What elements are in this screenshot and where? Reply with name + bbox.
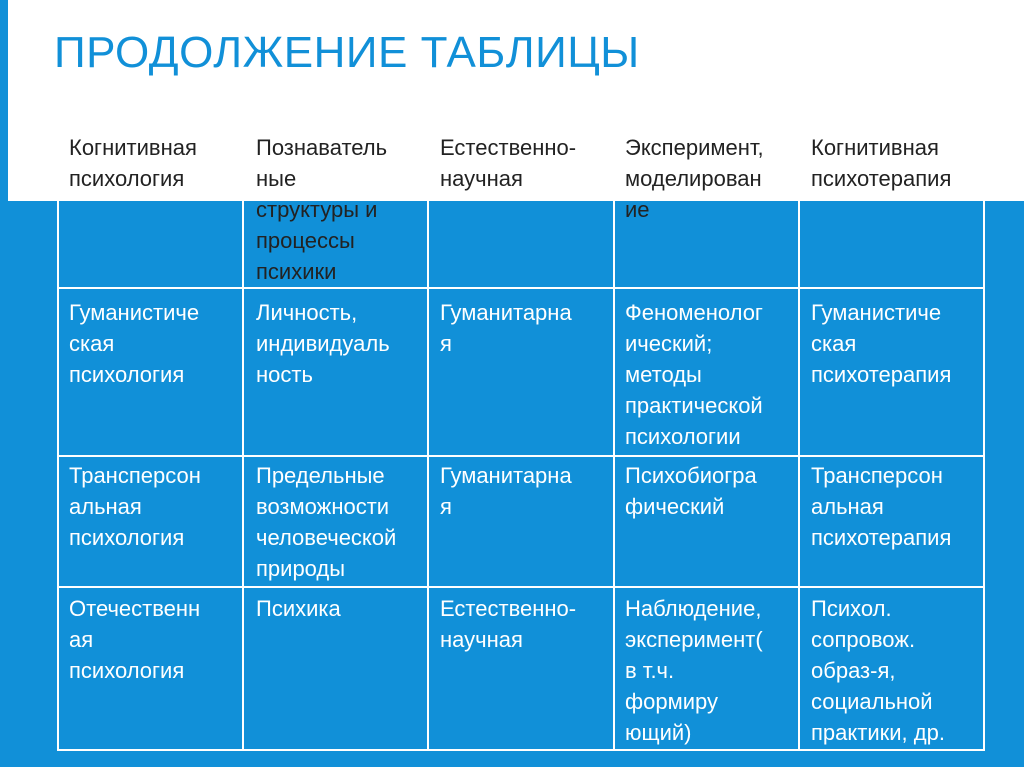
row-divider bbox=[57, 586, 985, 588]
table-cell: Естественно- научная bbox=[440, 596, 577, 652]
table-cell: Естественно- научная bbox=[440, 135, 577, 191]
table-cell: Психобиогра фический bbox=[625, 463, 757, 519]
table-cell: Гуманистиче ская психотерапия bbox=[811, 300, 952, 387]
table-cell: Предельные возможности человеческой природы bbox=[256, 463, 397, 581]
table-cell: Эксперимент, моделирован ие bbox=[625, 135, 764, 222]
column-divider bbox=[613, 201, 615, 751]
table-cell: Гуманитарна я bbox=[440, 463, 572, 519]
table-cell: Трансперсон альная психотерапия bbox=[811, 463, 952, 550]
table-cell: Отечественн ая психология bbox=[69, 596, 201, 683]
table-cell: Личность, индивидуаль ность bbox=[256, 300, 390, 387]
table-cell: Гуманистиче ская психология bbox=[69, 300, 200, 387]
page-title: ПРОДОЛЖЕНИЕ ТАБЛИЦЫ bbox=[54, 28, 640, 77]
table-cell: Феноменолог ический; методы практической психологии bbox=[625, 300, 763, 449]
row-divider bbox=[57, 287, 985, 289]
table-cell: Познаватель ные структуры и процессы психики bbox=[256, 135, 388, 284]
table-cell: Когнитивная психотерапия bbox=[811, 135, 952, 191]
table-cell: Трансперсон альная психология bbox=[69, 463, 201, 550]
table-cell: Наблюдение, эксперимент( в т.ч. формиру ющий) bbox=[625, 596, 763, 745]
column-divider bbox=[798, 201, 800, 751]
table-cell: Психика bbox=[256, 596, 341, 621]
column-divider bbox=[427, 201, 429, 751]
row-divider bbox=[57, 455, 985, 457]
table-cell: Когнитивная психология bbox=[69, 135, 197, 191]
table-cell: Психол. сопровож. образ-я, социальной практики, др. bbox=[811, 596, 945, 745]
column-divider bbox=[242, 201, 244, 751]
table-cell: Гуманитарна я bbox=[440, 300, 572, 356]
